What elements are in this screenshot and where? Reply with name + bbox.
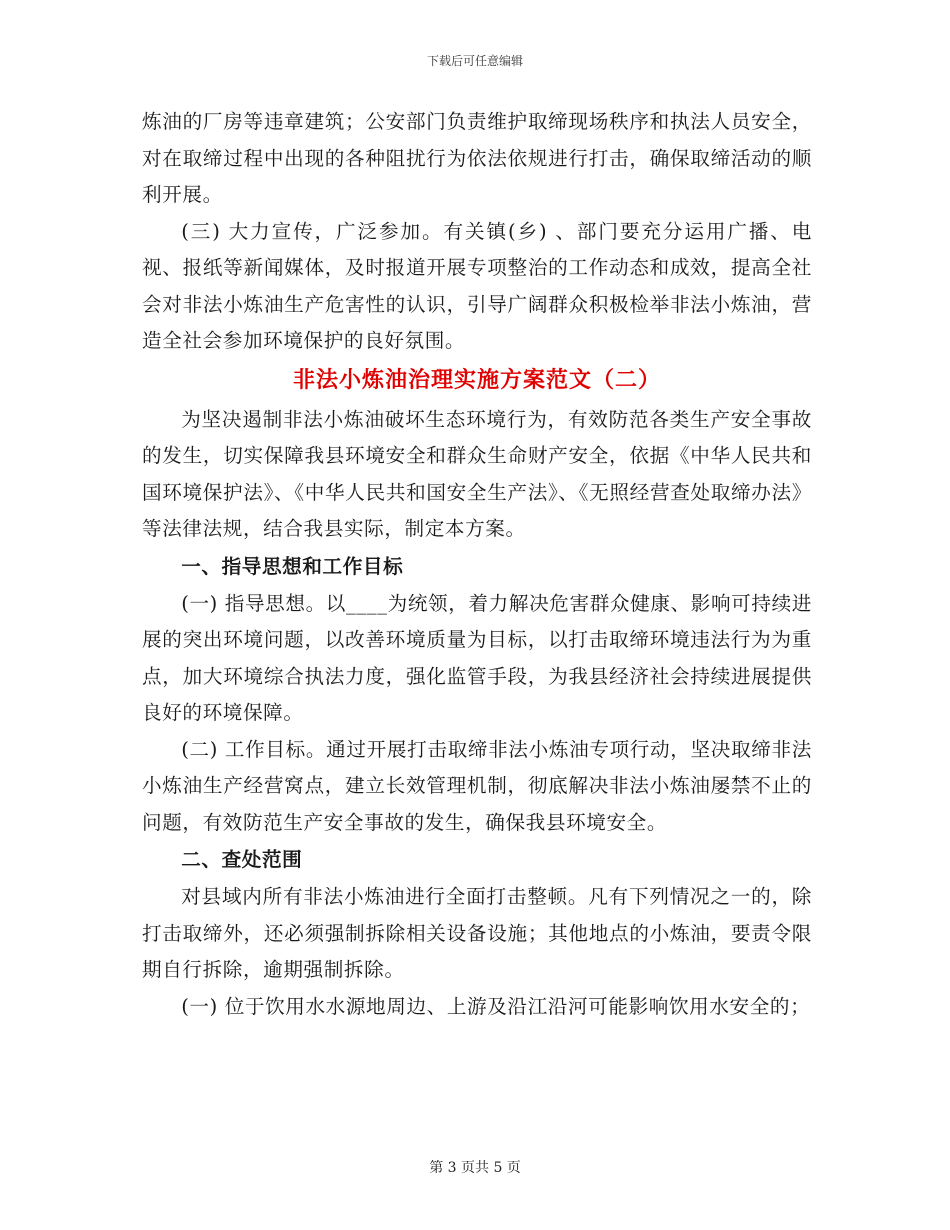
paragraph: 炼油的厂房等违章建筑；公安部门负责维护取缔现场秩序和执法人员安全，对在取缔过程中出现的各种阻扰行为依法依规进行打击，确保取缔活动的顺利开展。 — [142, 110, 812, 206]
section-heading: 二、查处范围 — [181, 848, 303, 871]
document-title: 非法小炼油治理实施方案范文（二） — [292, 367, 661, 393]
paragraph: 为坚决遏制非法小炼油破坏生态环境行为，有效防范各类生产安全事故的发生，切实保障我县环境安全和群众生命财产安全，依据《中华人民共和国环境保护法》、《中华人民共和国安全生产法》、《无照经营查处取缔办法》等法律法规，结合我县实际，制定本方案。 — [142, 407, 812, 540]
paragraph: (三) 大力宣传，广泛参加。有关镇(乡) 、部门要充分运用广播、电视、报纸等新闻媒体，及时报道开展专项整治的工作动态和成效，提高全社会对非法小炼油生产危害性的认识，引导广阔群众积极检举非法小炼油，营造全社会参加环境保护的良好氛围。 — [142, 219, 812, 352]
document-body — [142, 104, 812, 1025]
paragraph: 对县域内所有非法小炼油进行全面打击整顿。凡有下列情况之一的，除打击取缔外，还必须强制拆除相关设备设施；其他地点的小炼油，要责令限期自行拆除，逾期强制拆除。 — [142, 885, 812, 981]
paragraph: (二) 工作目标。通过开展打击取缔非法小炼油专项行动，坚决取缔非法小炼油生产经营窝点，建立长效管理机制，彻底解决非法小炼油屡禁不止的问题，有效防范生产安全事故的发生，确保我县环境安全。 — [142, 737, 812, 834]
page-header: 下载后可任意编辑 — [426, 54, 523, 68]
section-heading: 一、指导思想和工作目标 — [181, 554, 404, 578]
page-footer: 第 3 页共 5 页 — [429, 1160, 521, 1176]
paragraph: (一) 位于饮用水水源地周边、上游及沿江沿河可能影响饮用水安全的； — [181, 994, 811, 1018]
paragraph: (一) 指导思想。以____为统领，着力解决危害群众健康、影响可持续进展的突出环境问题，以改善环境质量为目标，以打击取缔环境违法行为为重点，加大环境综合执法力度，强化监管手段，为我县经济社会持续进展提供良好的环境保障。 — [142, 591, 812, 724]
